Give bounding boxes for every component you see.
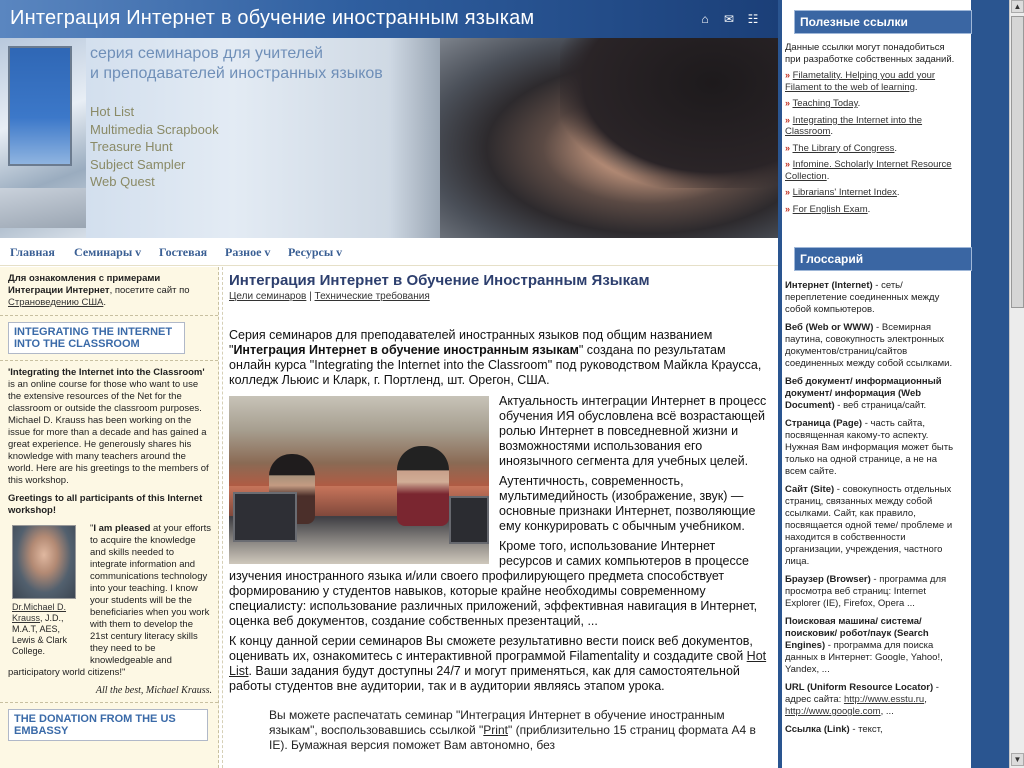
url-example-link[interactable]: http://www.google.com	[785, 706, 881, 717]
goals-link[interactable]: Цели семинаров	[229, 291, 307, 302]
country-studies-link[interactable]: Страноведению США	[8, 297, 104, 308]
intro-text: Для ознакомления с примерами Интеграции Интернет, посетите сайт по Страноведению США.	[8, 273, 190, 308]
sub-links: Цели семинаров | Технические требования	[229, 291, 430, 302]
glossary	[785, 280, 961, 742]
banner-activity: Treasure Hunt	[90, 139, 173, 154]
print-link[interactable]: Print	[483, 723, 508, 737]
glossary-entry: Поисковая машина/ система/поисковик/ робот/паук (Search Engines) - программа для поиска данных в Интернет: Google, Yahoo!, Yandex, ...	[785, 616, 943, 675]
donation-box-title: THE DONATION FROM THE US EMBASSY	[8, 709, 208, 741]
list-item: » The Library of Congress.	[785, 142, 898, 154]
glossary-entry: Веб (Web or WWW) - Всемирная паутина, совокупность электронных документов/страниц/сайтов соединенных между собой ссылками.	[785, 322, 953, 369]
nav-seminars[interactable]: Семинары v	[74, 245, 142, 259]
url-example-link[interactable]: http://www.esstu.ru	[843, 694, 925, 705]
useful-link[interactable]: The Library of Congress	[792, 142, 895, 154]
nav-resources[interactable]: Ресурсы v	[288, 245, 343, 259]
useful-link[interactable]: Teaching Today	[792, 98, 858, 109]
glossary-title: Глоссарий	[794, 247, 972, 271]
list-item: » For English Exam.	[785, 203, 871, 215]
skills-paragraph: Кроме того, использование Интернет ресурсов и самих компьютеров в процессе изучения иностранного языка и/или своего профилирующего предмета способствует формированию у студентов навыков, которые крайне необходимы современному специалисту: использование различных приложений, эффективная навигация в Интернет, оценка веб документов, создание собственных презентаций, ...	[229, 539, 758, 628]
tech-requirements-link[interactable]: Технические требования	[314, 291, 430, 302]
banner-activity-list	[90, 103, 219, 191]
useful-link[interactable]: Infomine. Scholarly Internet Resource Collection	[785, 159, 952, 182]
nav-guestbook[interactable]: Гостевая	[159, 245, 208, 259]
greeting-heading: Greetings to all participants of this Internet workshop!	[8, 493, 203, 516]
scrollbar-thumb[interactable]	[1011, 16, 1024, 308]
list-item: » Filametality. Helping you add your Filament to the web of learning.	[785, 70, 936, 93]
course-description: 'Integrating the Internet into the Classroom' is an online course for those who want to use the extensive resources of the Net for the classroom or outside the classroom purposes. Michael D. Krauss has been working on the issue for more than a decade and has gained a great experience. He generously shares his knowledge with many teachers around the world. Here are his greetings to the members of this workshop.	[8, 367, 209, 486]
relevance-paragraph: Актуальность интеграции Интернет в процесс обучения ИЯ обусловлена всё возрастающей ролью Интернет в повседневной жизни и возможностями использования его иноязычного сегмента для учебных целей.	[499, 394, 767, 468]
list-item: » Infomine. Scholarly Internet Resource Collection.	[785, 159, 952, 182]
banner-activity: Hot List	[90, 104, 135, 119]
useful-link[interactable]: Librarians' Internet Index	[792, 187, 897, 198]
banner-activity: Web Quest	[90, 174, 155, 189]
page-title: Интеграция Интернет в Обучение Иностранным Языкам	[229, 272, 650, 289]
scroll-up-icon[interactable]: ▲	[1011, 0, 1024, 13]
author-link[interactable]: Dr.Michael D. Krauss	[12, 602, 67, 623]
list-item: » Librarians' Internet Index.	[785, 187, 900, 198]
scroll-down-icon[interactable]: ▼	[1011, 753, 1024, 766]
banner-activity: Subject Sampler	[90, 156, 186, 172]
nav-misc[interactable]: Разное v	[225, 245, 271, 259]
intro-paragraph: Серия семинаров для преподавателей иностранных языков под общим названием "Интеграция Интернет в обучение иностранным языкам" создана по результатам онлайн курса "Integrating the Internet into the Classroom" под руководством Майкла Краусса, колледж Льюис и Кларк, г. Портленд, шт. Орегон, США.	[229, 328, 762, 387]
left-sidebar	[0, 267, 219, 768]
classroom-photo	[229, 396, 489, 564]
useful-link[interactable]: For English Exam	[792, 203, 868, 215]
sitemap-icon[interactable]: ☷	[747, 12, 759, 26]
outcomes-paragraph: К концу данной серии семинаров Вы сможете результативно вести поиск веб документов, оценивать их, ознакомитесь с интерактивной программой Filamentality и создадите свой Hot List. Ваши задания будут доступны 24/7 и могут применяться, как для самостоятельной работы студентов вне аудитории, так и в аудитории являясь этапом урока.	[229, 634, 767, 693]
author-quote: "I am pleased at your efforts to acquire the knowledge and skills needed to integrate information and communications technology into your teaching. I know your students will be the beneficiaries when you work with them to develop the 21st century literacy skills they need to be knowledgeable and participatory world citizens!"	[8, 523, 211, 678]
banner-computer-illustration	[0, 38, 86, 238]
right-sidebar	[778, 0, 1009, 768]
glossary-entry: Ссылка (Link) - текст,	[785, 724, 883, 735]
hot-list-link[interactable]: Hot List	[229, 649, 767, 678]
banner-activity: Multimedia Scrapbook	[90, 121, 219, 137]
header-banner	[0, 0, 778, 238]
useful-links	[785, 42, 961, 220]
print-paragraph: Вы можете распечатать семинар "Интеграция Интернет в обучение иностранным языкам", воспользовавшись ссылкой "Print" (приблизительно 15 страниц формата А4 в IE). Бумажная версия поможет Вам автономно, без	[269, 708, 756, 752]
course-box-title: INTEGRATING THE INTERNET INTO THE CLASSROOM	[8, 322, 185, 354]
banner-photo	[440, 38, 778, 238]
useful-link[interactable]: Filametality. Helping you add your Filament to the web of learning	[785, 70, 936, 93]
banner-subtitle: серия семинаров для учителей и преподавателей иностранных языков	[90, 45, 383, 82]
header-icons	[698, 13, 760, 26]
author-photo-block: Dr.Michael D. Krauss, J.D., M.A.T, AES, Lewis & Clark College.	[12, 525, 84, 657]
nav-home[interactable]: Главная	[10, 245, 55, 259]
author-photo	[12, 525, 76, 599]
site-title: Интеграция Интернет в обучение иностранным языкам	[10, 7, 535, 29]
main-nav	[0, 238, 778, 266]
useful-links-title: Полезные ссылки	[794, 10, 972, 34]
mail-icon[interactable]: ✉	[723, 12, 735, 26]
list-item: » Integrating the Internet into the Classroom.	[785, 114, 923, 137]
glossary-entry: Сайт (Site) - совокупность отдельных страниц, связанных между собой ссылками. Сайт, как правило, посвящается одной теме/ проблеме и находится в собственности организации, учреждения, частного лица.	[785, 484, 953, 567]
glossary-entry: Страница (Page) - часть сайта, посвященная какому-то аспекту. Нужная Вам информация может быть только на одной странице, а не на всем сайте.	[785, 418, 954, 477]
useful-link[interactable]: Integrating the Internet into the Classroom	[785, 114, 923, 137]
home-icon[interactable]: ⌂	[701, 12, 709, 26]
list-item: » Teaching Today.	[785, 98, 861, 109]
glossary-entry: URL (Uniform Resource Locator) - адрес сайта: http://www.esstu.ru, http://www.google.com, ...	[785, 682, 939, 717]
useful-links-intro: Данные ссылки могут понадобиться при разработке собственных заданий.	[785, 42, 955, 65]
glossary-entry: Веб документ/ информационный документ/ информация (Web Document) - веб страница/сайт.	[785, 376, 942, 411]
author-signature: All the best, Michael Krauss.	[95, 685, 212, 696]
page-scrollbar[interactable]	[1009, 0, 1024, 768]
authenticity-paragraph: Аутентичность, современность, мультимедийность (изображение, звук) — основные признаки Интернет, позволяющие ему конкурировать с обычным учебником.	[499, 474, 756, 533]
glossary-entry: Браузер (Browser) - программа для просмотра веб страниц: Internet Explorer (IE), Firefox, Opera ...	[785, 574, 947, 609]
glossary-entry: Интернет (Internet) - сеть/ переплетение соединенных между собой компьютеров.	[785, 280, 940, 315]
main-content	[222, 267, 777, 768]
